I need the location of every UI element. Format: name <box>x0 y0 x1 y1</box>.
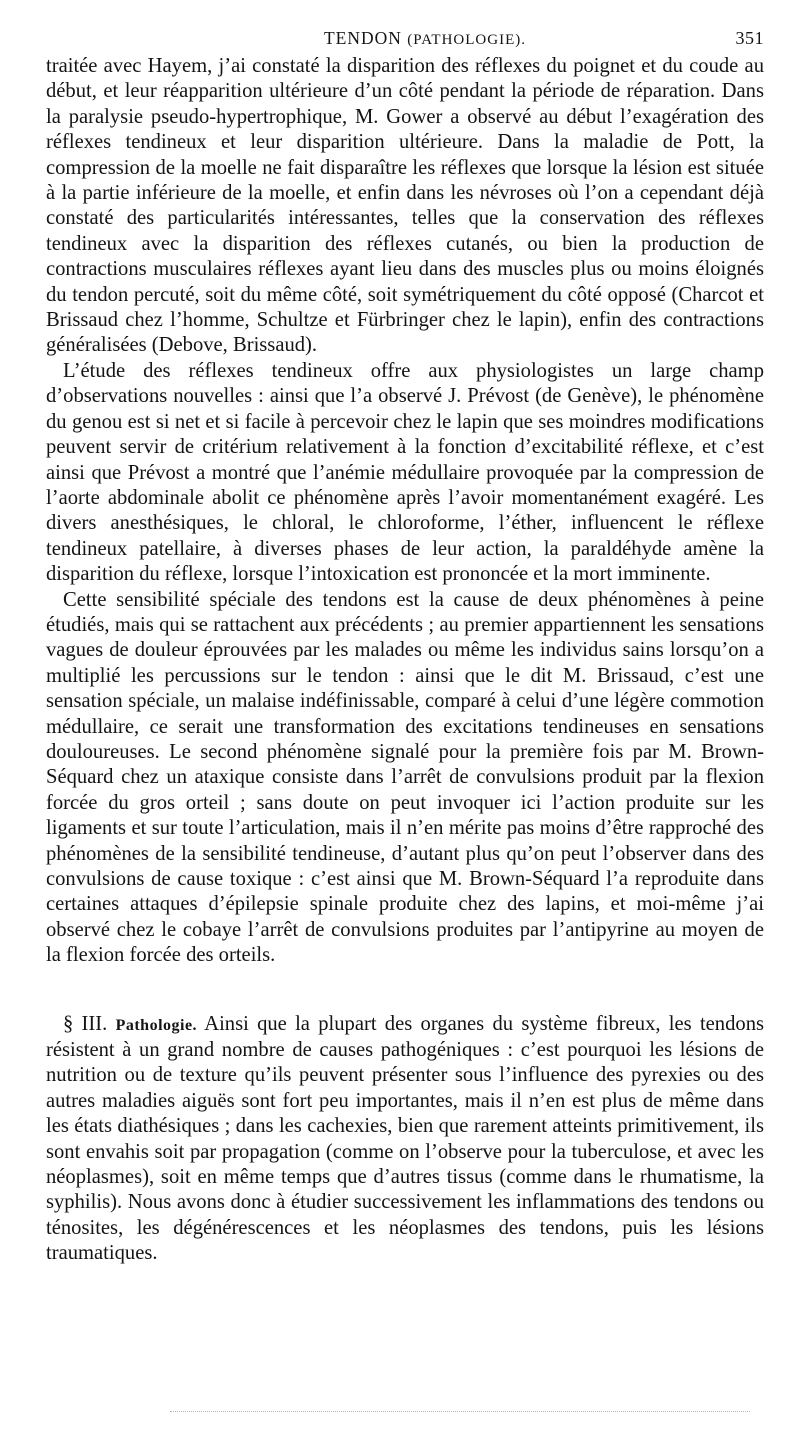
running-title <box>324 28 526 49</box>
running-title-main: TENDON <box>323 28 402 48</box>
document-page <box>46 28 764 1267</box>
page-number: 351 <box>735 28 764 48</box>
section-text: Ainsi que la plupart des organes du système fibreux, les tendons résistent à un grand nombre de causes pathogéniques : c’est pourquoi les lésions de nutrition ou de texture qu’ils peuvent présenter sous l’influence des pyrexies ou des autres maladies aiguës sont fort peu importantes, mais il n’en est plus de même dans les états diathésiques ; dans les cachexies, bien que rarement atteints primitivement, ils sont envahis soit par propagation (comme on l’observe pour la tuberculose, et avec les néoplasmes), soit en même temps que d’autres tissus (comme dans le rhumatisme, la syphilis). Nous avons donc à étudier successivement les inflammations des tendons ou ténosites, les dégénérescences et les néoplasmes des tendons, puis les lésions traumatiques. <box>46 1012 765 1265</box>
section-number: § III. <box>63 1012 108 1035</box>
bottom-rule <box>170 1411 750 1412</box>
section-heading: Pathologie. <box>115 1016 198 1034</box>
paragraph-continuation: traitée avec Hayem, j’ai constaté la disparition des réflexes du poignet et du coude au début, et leur réapparition ultérieure d’un côté pendant la période de réparation. Dans la paralysie pseudo-hypertrophique, M. Gower a observé au début l’exagération des réflexes tendineux et leur disparition ultérieure. Dans la maladie de Pott, la compression de la moelle ne fait disparaître les réflexes que lorsque la lésion est située à la partie inférieure de la moelle, et enfin dans les névroses où l’on a cependant déjà constaté des particularités intéressantes, telles que la conservation des réflexes tendineux avec la disparition des réflexes cutanés, ou bien la production de contractions musculaires réflexes ayant lieu dans des muscles plus ou moins éloignés du tendon percuté, soit du même côté, soit symétriquement du côté opposé (Charcot et Brissaud chez l’homme, Schultze et Fürbringer chez le lapin), enfin des contractions généralisées (Debove, Brissaud). <box>46 55 764 357</box>
paragraph-physiology: L’étude des réflexes tendineux offre aux physiologistes un large champ d’observations nouvelles : ainsi que l’a observé J. Prévost (de Genève), le phénomène du genou est si net et si facile à percevoir chez le lapin que ses moindres modifications peuvent servir de critérium relativement à la fonction d’excitabilité réflexe, et c’est ainsi que Prévost a montré que l’anémie médullaire provoquée par la compression de l’aorte abdominale abolit ce phénomène après l’avoir momentanément exagéré. Les divers anesthésiques, le chloral, le chloroforme, l’éther, influencent le réflexe tendineux patellaire, à diverses phases de leur action, la paraldéhyde amène la disparition du réflexe, lorsque l’intoxication est prononcée et la mort imminente. <box>46 359 764 586</box>
paragraph-tendon-sensibility: Cette sensibilité spéciale des tendons est la cause de deux phénomènes à peine étudiés, mais qui se rattachent aux précédents ; au premier appartiennent les sensations vagues de douleur éprouvées par les malades ou même les individus sains lorsqu’on a multiplié les percussions sur le tendon : ainsi que le dit M. Brissaud, c’est une sensation spéciale, un malaise indéfinissable, comparé à celui d’une légère commotion médullaire, ce serait une transformation des excitations tendineuses en sensations douloureuses. Le second phénomène signalé pour la première fois par M. Brown-Séquard chez un ataxique consiste dans l’arrêt de convulsions produit par la flexion forcée du gros orteil ; sans doute on peut invoquer ici l’action produite sur les ligaments et sur toute l’articulation, mais il n’en mérite pas moins d’être rapproché des phénomènes de la sensibilité tendineuse, d’autant plus qu’on peut l’observer dans des convulsions de cause toxique : c’est ainsi que M. Brown-Séquard l’a reproduite dans certaines attaques d’épilepsie spinale produite chez des lapins, et moi-même j’ai observé chez le cobaye l’arrêt de convulsions produites par l’antipyrine au moyen de la flexion forcée des orteils. <box>46 588 764 967</box>
section-pathology <box>46 1012 764 1267</box>
running-header <box>46 28 764 54</box>
running-title-subtitle: (PATHOLOGIE). <box>407 32 526 48</box>
